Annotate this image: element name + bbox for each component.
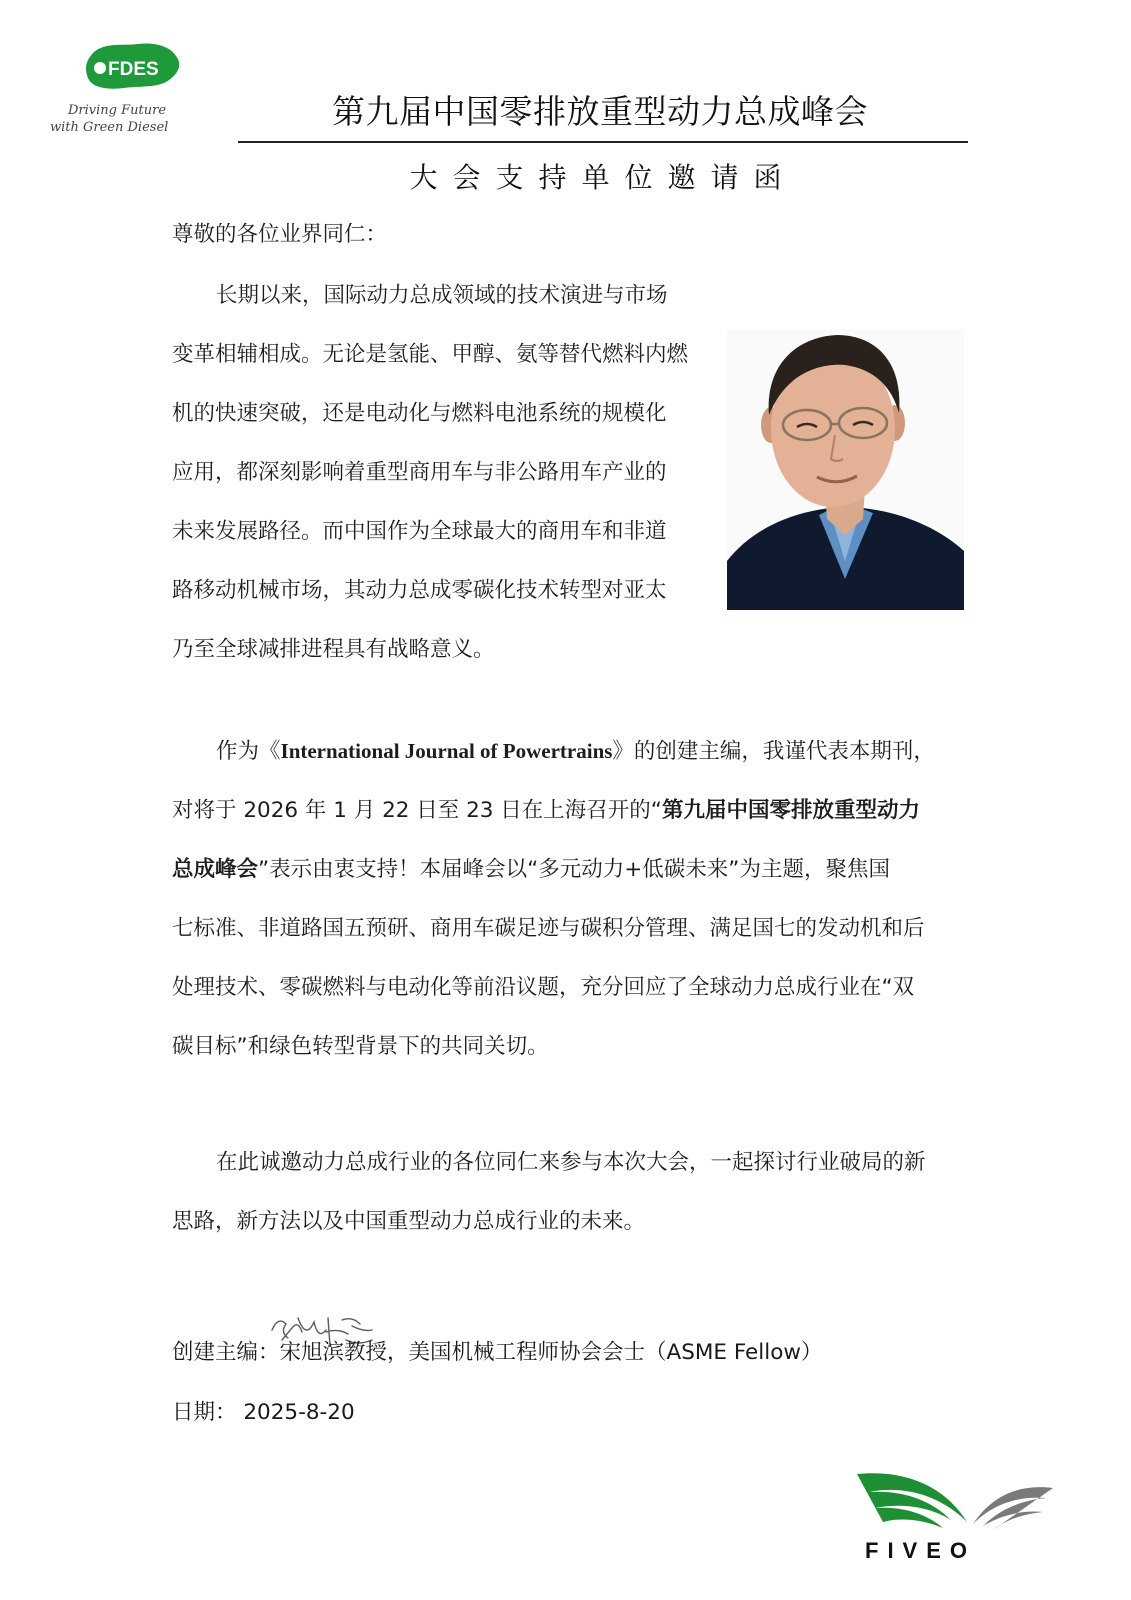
paragraph-3 [172,1133,962,1251]
page-subtitle: 大会支持单位邀请函 [409,161,797,194]
paragraph-2-line [172,781,962,840]
fiveo-logo-text: FIVEO [865,1538,977,1563]
summit-name-part1: 第九届中国零排放重型动力 [661,798,920,823]
paragraph-1-line: 机的快速突破，还是电动化与燃料电池系统的规模化 [172,401,667,426]
date-label: 日期： [172,1400,237,1425]
paragraph-1-line: 乃至全球减排进程具有战略意义。 [172,637,495,662]
paragraph-2-line [172,840,962,899]
theme-text: ”表示由衷支持！本届峰会以“多元动力+低碳未来”为主题，聚焦国 [258,857,890,882]
summit-name-part2: 总成峰会 [172,857,259,882]
greeting: 尊敬的各位业界同仁： [172,222,388,247]
fiveo-logo [855,1470,1055,1565]
event-date-text: 对将于 2026 年 1 月 22 日至 23 日在上海召开的“ [172,798,662,823]
page-title: 第九届中国零排放重型动力总成峰会 [332,92,868,131]
paragraph-2-line: 处理技术、零碳燃料与电动化等前沿议题，充分回应了全球动力总成行业在“双 [172,975,915,1000]
fdes-slogan-line2: with Green Diesel [50,120,169,135]
paragraph-2-prefix: 作为《 [216,739,281,764]
paragraph-2-line [172,722,962,781]
fdes-logo-text: FDES [108,59,159,80]
paragraph-1-line: 未来发展路径。而中国作为全球最大的商用车和非道 [172,519,667,544]
paragraph-2-suffix: 》的创建主编，我谨代表本期刊， [612,739,935,764]
title-divider [238,141,968,143]
paragraph-1-line: 应用，都深刻影响着重型商用车与非公路用车产业的 [172,460,667,485]
fdes-slogan-line1: Driving Future [68,103,167,118]
portrait-photo [727,329,964,610]
paragraph-1-line: 路移动机械市场，其动力总成零碳化技术转型对亚太 [172,578,667,603]
date-row [172,1395,355,1426]
founder-line: 创建主编：宋旭滨教授，美国机械工程师协会会士（ASME Fellow） [172,1340,823,1365]
paragraph-1-line: 长期以来，国际动力总成领域的技术演进与市场 [216,283,668,308]
paragraph-1-line: 变革相辅相成。无论是氢能、甲醇、氨等替代燃料内燃 [172,342,689,367]
journal-name: International Journal of Powertrains [280,739,613,763]
paragraph-2-line: 七标准、非道路国五预研、商用车碳足迹与碳积分管理、满足国七的发动机和后 [172,916,925,941]
paragraph-3-line: 思路，新方法以及中国重型动力总成行业的未来。 [172,1209,646,1234]
date-value: 2025-8-20 [243,1400,355,1425]
paragraph-3-line: 在此诚邀动力总成行业的各位同仁来参与本次大会，一起探讨行业破局的新 [216,1150,926,1175]
paragraph-1 [172,266,712,679]
paragraph-2 [172,722,962,1076]
paragraph-2-line: 碳目标”和绿色转型背景下的共同关切。 [172,1034,549,1059]
fdes-logo [46,40,226,140]
